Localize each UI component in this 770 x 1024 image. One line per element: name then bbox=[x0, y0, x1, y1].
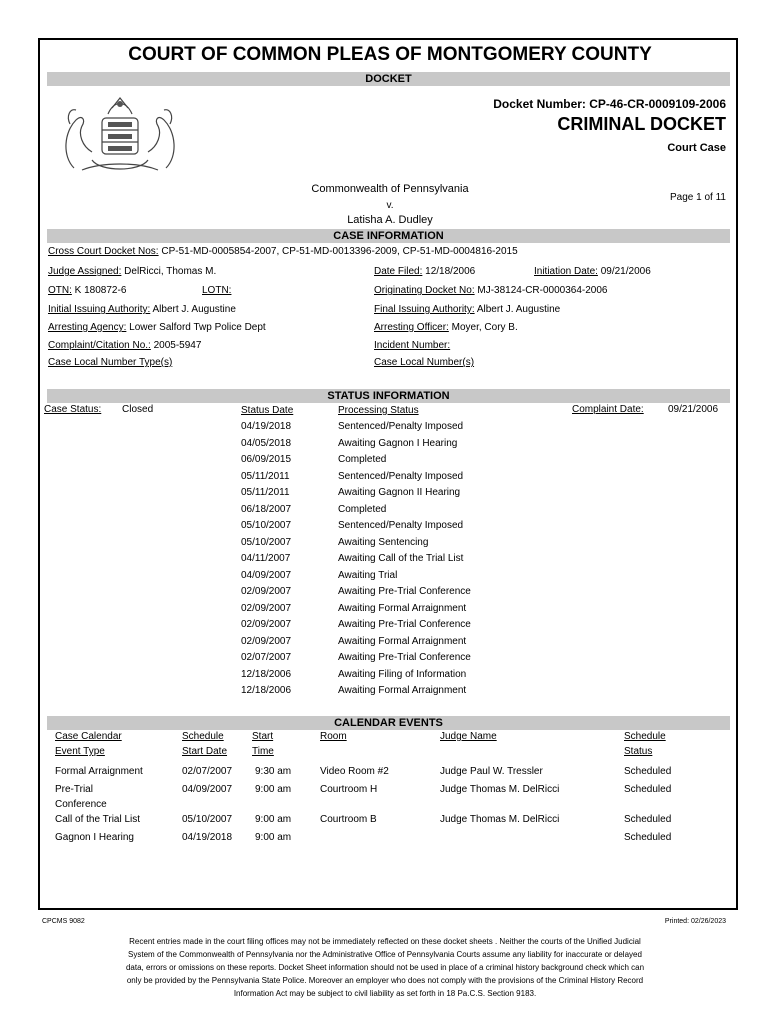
complaint-line bbox=[48, 340, 201, 351]
originating-docket-value: MJ-38124-CR-0000364-2006 bbox=[477, 285, 608, 296]
docket-frame bbox=[38, 38, 738, 910]
calendar-row-status: Scheduled bbox=[624, 766, 672, 777]
status-row-date: 02/09/2007 bbox=[241, 586, 292, 597]
court-title: COURT OF COMMON PLEAS OF MONTGOMERY COUNTY bbox=[128, 44, 652, 65]
status-row-date: 12/18/2006 bbox=[241, 668, 292, 680]
status-information-bar: STATUS INFORMATION bbox=[47, 389, 730, 403]
local-number-label: Case Local Number(s) bbox=[374, 357, 475, 368]
initial-authority-value: Albert J. Augustine bbox=[152, 304, 236, 315]
arresting-officer-value: Moyer, Cory B. bbox=[451, 322, 518, 333]
caption-versus: v. bbox=[386, 200, 394, 211]
calendar-row-event-cont: Conference bbox=[55, 799, 107, 810]
cross-docket-label: Cross Court Docket Nos: bbox=[48, 246, 159, 257]
status-date-header: Status Date bbox=[241, 405, 294, 416]
calendar-row-status: Scheduled bbox=[624, 832, 672, 843]
court-case-label: Court Case bbox=[667, 142, 726, 154]
final-authority-label: Final Issuing Authority: bbox=[374, 304, 475, 315]
cal-header-start-date-2: Start Date bbox=[182, 746, 228, 757]
otn-value: K 180872-6 bbox=[74, 285, 127, 296]
docket-bar: DOCKET bbox=[47, 72, 730, 86]
calendar-row-time: 9:00 am bbox=[255, 784, 292, 795]
pennsylvania-coat-of-arms-icon bbox=[52, 96, 188, 178]
calendar-row-time: 9:00 am bbox=[255, 814, 292, 825]
status-row-status: Awaiting Pre-Trial Conference bbox=[338, 619, 471, 630]
disclaimer bbox=[0, 935, 770, 1000]
status-row-date: 05/11/2011 bbox=[241, 487, 290, 498]
calendar-row-status: Scheduled bbox=[624, 784, 672, 795]
status-row-date: 06/18/2007 bbox=[241, 503, 292, 515]
cal-header-room: Room bbox=[320, 731, 347, 742]
calendar-row-event: Call of the Trial List bbox=[55, 814, 141, 825]
processing-status-header: Processing Status bbox=[338, 405, 419, 416]
status-row-status: Awaiting Filing of Information bbox=[338, 668, 467, 680]
calendar-row-judge: Judge Paul W. Tressler bbox=[440, 766, 543, 777]
complaint-label: Complaint/Citation No.: bbox=[48, 340, 151, 351]
calendar-row-judge: Judge Thomas M. DelRicci bbox=[440, 814, 560, 825]
disclaimer-line-5: Information Act may be subject to civil liability as set forth in 18 Pa.C.S. Section 9183. bbox=[233, 989, 537, 998]
calendar-row-date: 05/10/2007 bbox=[182, 814, 233, 825]
arresting-agency-label: Arresting Agency: bbox=[48, 322, 127, 333]
calendar-row-date: 02/07/2007 bbox=[182, 766, 233, 777]
calendar-row-date: 04/19/2018 bbox=[182, 832, 233, 843]
date-filed-label: Date Filed: bbox=[374, 266, 423, 277]
status-row-status: Awaiting Pre-Trial Conference bbox=[338, 652, 471, 663]
status-row-date: 02/09/2007 bbox=[241, 619, 292, 630]
cal-header-start-date-1: Schedule bbox=[182, 731, 224, 742]
status-row-status: Sentenced/Penalty Imposed bbox=[338, 470, 464, 482]
cross-docket-line bbox=[48, 246, 518, 257]
final-authority-value: Albert J. Augustine bbox=[476, 304, 561, 315]
status-row-status: Awaiting Gagnon I Hearing bbox=[338, 437, 458, 449]
form-id: CPCMS 9082 bbox=[42, 918, 85, 925]
originating-docket-line bbox=[374, 285, 607, 296]
arresting-agency-value: Lower Salford Twp Police Dept bbox=[129, 322, 266, 333]
cal-header-status-1: Schedule bbox=[624, 731, 666, 742]
complaint-date-label: Complaint Date: bbox=[572, 404, 644, 415]
status-row-status: Sentenced/Penalty Imposed bbox=[338, 520, 464, 531]
status-row-status: Awaiting Sentencing bbox=[338, 536, 429, 548]
originating-docket-label: Originating Docket No: bbox=[374, 285, 475, 296]
status-row-status: Awaiting Pre-Trial Conference bbox=[338, 586, 471, 597]
calendar-row-room: Courtroom B bbox=[320, 814, 377, 825]
judge-value: DelRicci, Thomas M. bbox=[124, 266, 217, 277]
status-row-date: 02/09/2007 bbox=[241, 635, 292, 647]
initiation-date-value: 09/21/2006 bbox=[600, 266, 651, 277]
status-row-date: 04/19/2018 bbox=[241, 421, 292, 432]
cal-header-event-2: Event Type bbox=[55, 746, 105, 757]
cal-header-event-1: Case Calendar bbox=[55, 731, 122, 742]
calendar-row-time: 9:00 am bbox=[255, 832, 292, 843]
printed-date: Printed: 02/26/2023 bbox=[664, 918, 726, 925]
lotn-label: LOTN: bbox=[202, 285, 232, 296]
case-status-value: Closed bbox=[122, 404, 154, 415]
calendar-row-event: Formal Arraignment bbox=[55, 766, 143, 777]
status-row-status: Sentenced/Penalty Imposed bbox=[338, 421, 464, 432]
status-row-date: 04/11/2007 bbox=[241, 553, 291, 564]
arresting-officer-label: Arresting Officer: bbox=[374, 322, 449, 333]
date-filed-value: 12/18/2006 bbox=[425, 266, 476, 277]
otn-line bbox=[48, 285, 126, 296]
disclaimer-line-2: System of the Commonwealth of Pennsylvania nor the Administrative Office of Pennsylvania Courts assume any liability for inaccurate or delayed bbox=[128, 950, 642, 959]
status-row-status: Completed bbox=[338, 454, 387, 465]
disclaimer-line-3: data, errors or omissions on these reports. Docket Sheet information should not be used in place of a criminal history background check which can bbox=[125, 963, 645, 972]
calendar-events-bar: CALENDAR EVENTS bbox=[47, 716, 730, 730]
disclaimer-line-4: only be provided by the Pennsylvania State Police. Moreover an employer who does not comply with the provisions of the Criminal History Record bbox=[126, 976, 644, 985]
status-row-status: Awaiting Formal Arraignment bbox=[338, 635, 467, 647]
status-row-status: Awaiting Trial bbox=[338, 569, 398, 581]
status-row-date: 04/05/2018 bbox=[241, 437, 292, 449]
page-indicator: Page 1 of 11 bbox=[670, 192, 726, 203]
status-row-date: 12/18/2006 bbox=[241, 685, 292, 696]
calendar-row-event: Gagnon I Hearing bbox=[55, 832, 134, 843]
cal-header-start-time-1: Start bbox=[252, 731, 274, 742]
complaint-date-value: 09/21/2006 bbox=[668, 404, 719, 415]
calendar-row-event: Pre-Trial bbox=[55, 784, 93, 795]
status-row-date: 06/09/2015 bbox=[241, 454, 292, 465]
case-information-bar: CASE INFORMATION bbox=[47, 229, 730, 243]
complaint-value: 2005-5947 bbox=[153, 340, 202, 351]
case-status-label: Case Status: bbox=[44, 404, 102, 415]
arresting-officer-line bbox=[374, 322, 518, 333]
otn-label: OTN: bbox=[48, 285, 72, 296]
date-filed-line bbox=[374, 266, 475, 277]
local-number-type-label: Case Local Number Type(s) bbox=[48, 357, 173, 368]
calendar-row-status: Scheduled bbox=[624, 814, 672, 825]
criminal-docket-title: CRIMINAL DOCKET bbox=[557, 114, 726, 134]
cal-header-start-time-2: Time bbox=[252, 746, 274, 757]
calendar-row-date: 04/09/2007 bbox=[182, 784, 233, 795]
status-row-date: 05/11/2011 bbox=[241, 470, 290, 482]
status-row-status: Completed bbox=[338, 503, 387, 515]
judge-label: Judge Assigned: bbox=[48, 266, 122, 277]
status-row-status: Awaiting Gagnon II Hearing bbox=[338, 487, 461, 498]
status-row-date: 02/09/2007 bbox=[241, 602, 292, 614]
final-authority-line bbox=[374, 304, 560, 315]
calendar-row-room: Video Room #2 bbox=[320, 766, 389, 777]
disclaimer-line-1: Recent entries made in the court filing offices may not be immediately reflected on these docket sheets . Neither the courts of the Unified Judicial bbox=[129, 937, 641, 946]
caption-defendant: Latisha A. Dudley bbox=[347, 214, 433, 226]
status-row-status: Awaiting Formal Arraignment bbox=[338, 685, 467, 696]
docket-number: Docket Number: CP-46-CR-0009109-2006 bbox=[493, 97, 726, 111]
calendar-row-time: 9:30 am bbox=[255, 766, 292, 777]
status-row-status: Awaiting Call of the Trial List bbox=[338, 553, 464, 564]
calendar-row-judge: Judge Thomas M. DelRicci bbox=[440, 784, 560, 795]
arresting-agency-line bbox=[48, 322, 266, 333]
initial-authority-label: Initial Issuing Authority: bbox=[48, 304, 151, 315]
cross-docket-value: CP-51-MD-0005854-2007, CP-51-MD-0013396-2009, CP-51-MD-0004816-2015 bbox=[161, 246, 518, 257]
cal-header-judge: Judge Name bbox=[440, 731, 497, 742]
status-row-date: 02/07/2007 bbox=[241, 652, 292, 663]
calendar-row-room: Courtroom H bbox=[320, 784, 378, 795]
status-row-date: 04/09/2007 bbox=[241, 569, 292, 581]
caption-commonwealth: Commonwealth of Pennsylvania bbox=[311, 183, 469, 195]
initial-authority-line bbox=[48, 304, 236, 315]
initiation-date-line bbox=[534, 266, 651, 277]
incident-number-label: Incident Number: bbox=[374, 340, 451, 351]
status-row-date: 05/10/2007 bbox=[241, 520, 292, 531]
status-row-status: Awaiting Formal Arraignment bbox=[338, 602, 467, 614]
cal-header-status-2: Status bbox=[624, 746, 653, 757]
initiation-date-label: Initiation Date: bbox=[534, 266, 598, 277]
status-row-date: 05/10/2007 bbox=[241, 536, 292, 548]
judge-line bbox=[48, 266, 216, 277]
